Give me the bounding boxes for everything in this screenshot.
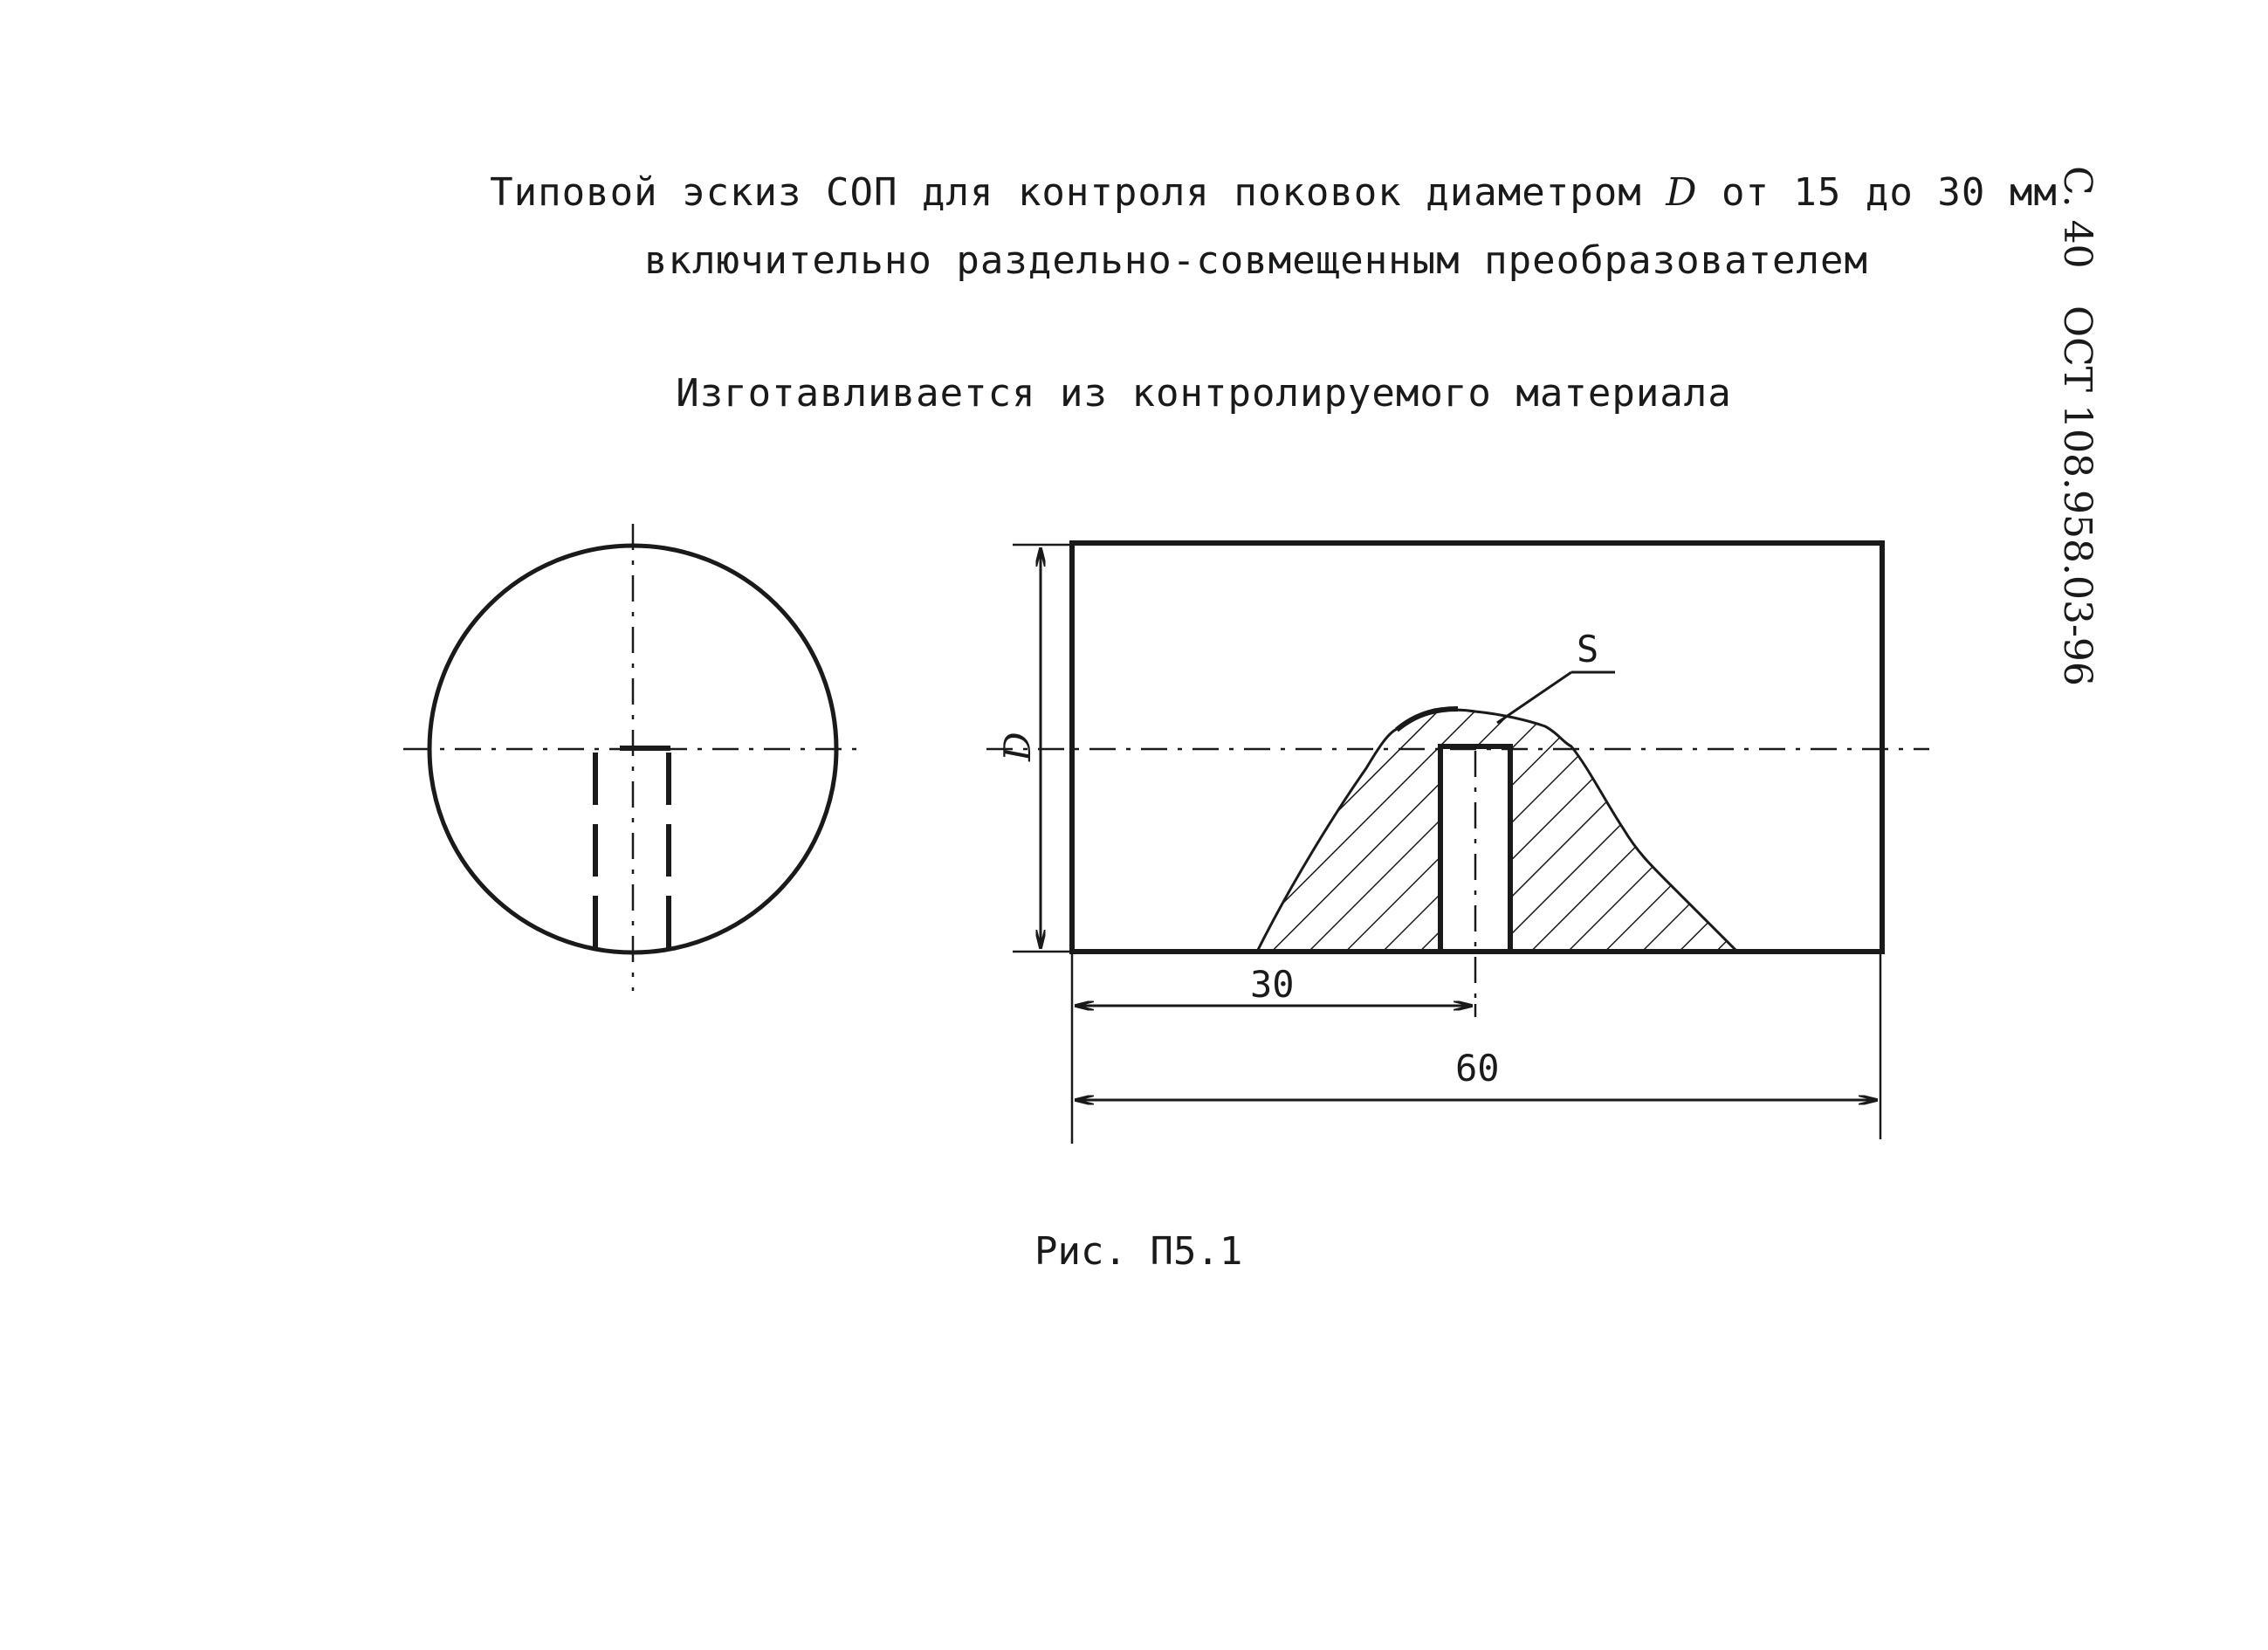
standard-code: ОСТ 108.958.03-96 [2055,306,2100,686]
subtitle: Изготавливается из контролируемого материала [676,371,1732,416]
title-diameter-symbol: D [1666,170,1698,215]
dim-60-label: 60 [1455,1047,1500,1090]
page-number: С. 40 [2055,166,2100,269]
dim-30-label: 30 [1250,963,1295,1006]
title-line-1-start: Типовой эскиз СОП для контроля поковок диаметром [490,170,1667,215]
title-line-1-end: от 15 до 30 мм [1697,170,2058,215]
section-label: S [1577,628,1599,670]
figure-caption: Рис. П5.1 [1034,1229,1243,1274]
side-view [986,543,1929,1144]
title-line-2: включительно раздельно-совмещенным преобразователем [643,238,1868,283]
section-leader-line [1497,672,1571,723]
diameter-label: D [996,732,1039,761]
end-view [403,524,864,991]
